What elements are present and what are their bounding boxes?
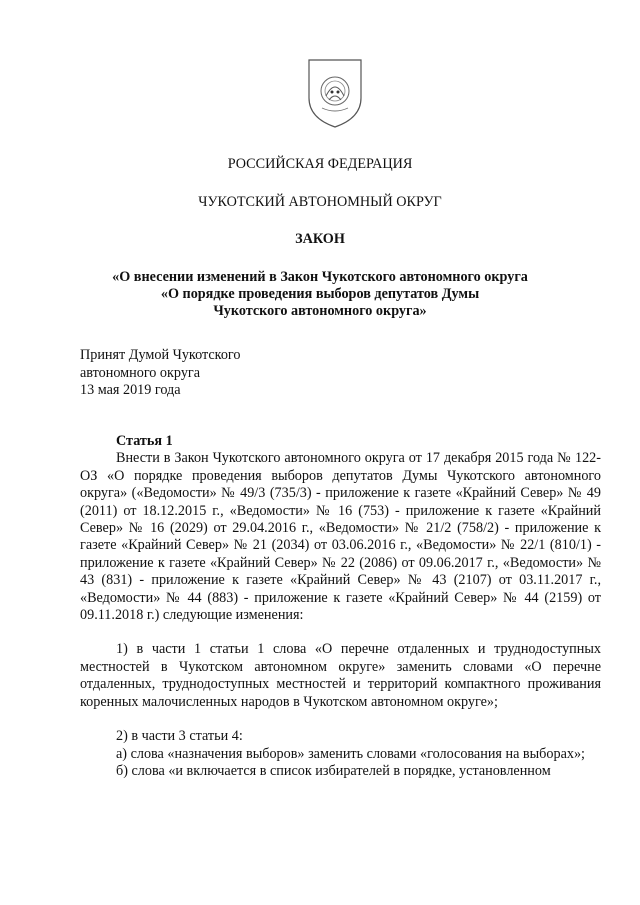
law-title-line-3: Чукотского автономного округа»: [213, 303, 427, 319]
doc-type-heading: ЗАКОН: [295, 231, 345, 247]
article-1: [80, 433, 601, 780]
law-title-line-1: «О внесении изменений в Закон Чукотского автономного округа: [112, 269, 528, 285]
item-2a: а) слова «назначения выборов» заменить словами «голосования на выборах»;: [116, 745, 585, 762]
item-2: 2) в части 3 статьи 4:: [116, 728, 243, 745]
item-2b: б) слова «и включается в список избирателей в порядке, установленном: [116, 762, 551, 779]
adoption-date: 13 мая 2019 года: [80, 382, 181, 398]
region-title: ЧУКОТСКИЙ АВТОНОМНЫЙ ОКРУГ: [198, 194, 442, 210]
adoption-line-1: Принят Думой Чукотского: [80, 347, 241, 363]
country-title: РОССИЙСКАЯ ФЕДЕРАЦИЯ: [227, 156, 413, 172]
article-title: Статья 1: [116, 433, 173, 449]
adoption-line-2: автономного округа: [80, 364, 201, 381]
law-title-line-2: «О порядке проведения выборов депутатов Думы: [160, 286, 480, 302]
article-intro: Внести в Закон Чукотского автономного округа от 17 декабря 2015 года № 122-ОЗ «О порядке проведения выборов депутатов Думы Чукотского автономного округа» («Ведомости» № 49/3 (735/3) - приложение к газете «Крайний Север» № 49 (2011) от 18.12.2015 г., «Ведомости» № 16 (753) - приложение к газете «Крайний Север» № 16 (2029) от 29.04.2016 г., «Ведомости» № 21/2 (758/2) - приложение к газете «Крайний Север» № 21 (2034) от 03.06.2016 г., «Ведомости» № 22/1 (810/1) - приложение к газете «Крайний Север» № 22 (2086) от 09.06.2017 г., «Ведомости» № 43 (831) - приложение к газете «Крайний Север» № 43 (2107) от 03.11.2017 г., «Ведомости» № 44 (883) - приложение к газете «Крайний Север» № 44 (2159) от 09.11.2018 г.) следующие изменения:: [80, 450, 601, 624]
adoption-info: [80, 347, 240, 400]
coat-of-arms-icon: [304, 56, 366, 130]
item-1: 1) в части 1 статьи 1 слова «О перечне отдаленных и труднодоступных местностей в Чукотском автономном округе» заменить словами «О перечне отдаленных, труднодоступных местностей и территорий компактного проживания коренных малочисленных народов в Чукотском автономном округе»;: [80, 641, 601, 710]
